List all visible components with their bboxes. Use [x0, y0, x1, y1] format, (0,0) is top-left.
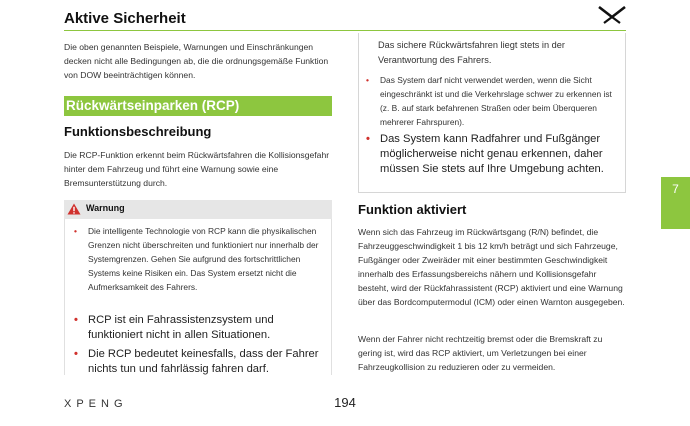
function-activated-title: Funktion aktiviert: [358, 202, 467, 217]
xpeng-x-logo-icon: [598, 6, 626, 24]
page-header-title: Aktive Sicherheit: [64, 10, 186, 27]
function-activated-paragraph-1: Wenn sich das Fahrzeug im Rückwärtsgang (R/N) befindet, die Fahrzeuggeschwindigkeit 1 bis 12 km/h beträgt und sich Fahrzeuge, Fußgänger oder Zweiräder mit einer bestimmten Geschwindigkeit innerhalb des Erfassungsbereichs nähern und Kollisionsgefahr besteht, wird der Rückfahrassistent (RCP) aktiviert und eine Warnung über das Bordcomputermodul (ICM) oder einen Warnton ausgegeben.: [358, 227, 625, 307]
function-activated-paragraph-2: Wenn der Fahrer nicht rechtzeitig bremst oder die Bremskraft zu gering ist, wird das RCP aktiviert, um Verletzungen bei einer Fahrzeugkollision zu reduzieren oder zu vermeiden.: [358, 334, 603, 372]
section-title-rcp: Rückwärtseinparken (RCP): [64, 96, 332, 116]
header-divider: [64, 30, 626, 31]
list-item: • Die intelligente Technologie von RCP kann die physikalischen Grenzen nicht überschreiten und funktioniert nur innerhalb der Systemgrenzen. Gehen Sie aufgrund des fortschrittlichen Systems keine Risiken ein. Das System ersetzt nicht die Aufmerksamkeit des Fahrers.: [74, 226, 319, 292]
description-paragraph: Die RCP-Funktion erkennt beim Rückwärtsfahren die Kollisionsgefahr hinter dem Fahrzeug und führt eine Warnung sowie eine Bremsunterstützung durch.: [64, 150, 330, 188]
list-item: • Das System kann Radfahrer und Fußgänger möglicherweise nicht genau erkennen, daher müssen Sie stets auf Ihre Umgebung achten.: [366, 133, 604, 175]
warning-list-small: [74, 224, 324, 301]
continued-list-small: [366, 73, 616, 136]
chapter-tab: 7: [661, 177, 690, 229]
continued-list-large: [366, 132, 616, 181]
list-item: • Die RCP bedeutet keinesfalls, dass der Fahrer nichts tun und fahrlässig fahren darf.: [74, 348, 319, 375]
footer-brand-logo: XPENG: [64, 398, 128, 410]
list-item: • Das System darf nicht verwendet werden, wenn die Sicht eingeschränkt ist und die Verkehrslage schwer zu erkennen ist (z. B. auf stark befahrenen Straßen oder beim Überqueren mehrerer Fahrspuren).: [366, 75, 612, 127]
list-item: • RCP ist ein Fahrassistenzsystem und funktioniert nicht in allen Situationen.: [74, 314, 274, 341]
subsection-title: Funktionsbeschreibung: [64, 124, 212, 139]
warning-label: Warnung: [86, 203, 125, 213]
continued-warning-text: Das sichere Rückwärtsfahren liegt stets in der Verantwortung des Fahrers.: [378, 40, 565, 65]
warning-list-large: [74, 313, 324, 381]
intro-paragraph: Die oben genannten Beispiele, Warnungen und Einschränkungen decken nicht alle Bedingungen ab, die die ordnungsgemäße Funktion von DOW beeinträchtigen können.: [64, 42, 329, 80]
warning-triangle-icon: [67, 203, 81, 215]
page-number: 194: [334, 395, 356, 410]
